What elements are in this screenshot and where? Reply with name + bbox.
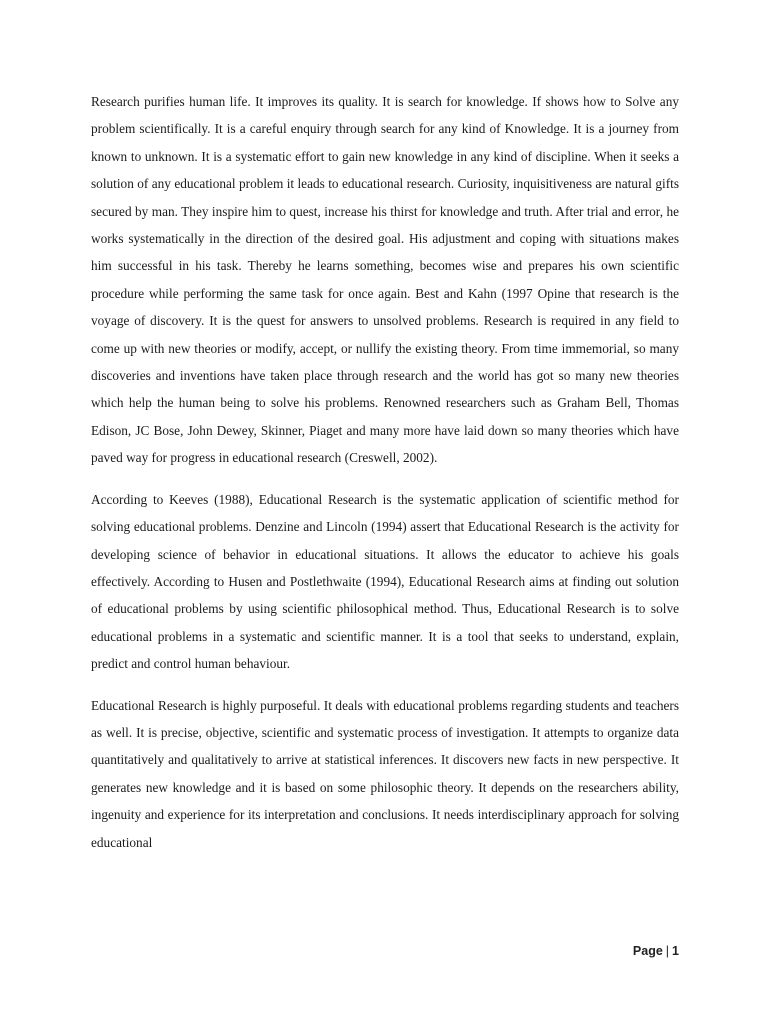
page-number: 1 — [672, 944, 679, 958]
document-body — [91, 88, 679, 856]
page-separator: | — [665, 944, 670, 958]
paragraph-educational-research-definition: According to Keeves (1988), Educational Research is the systematic application of scientific method for solving educational problems. Denzine and Lincoln (1994) assert that Educational Research is the activity for developing science of behavior in educational situations. It allows the educator to achieve his goals effectively. According to Husen and Postlethwaite (1994), Educational Research aims at finding out solution of educational problems by using scientific philosophical method. Thus, Educational Research is to solve educational problems in a systematic and scientific manner. It is a tool that seeks to understand, explain, predict and control human behaviour. — [91, 491, 679, 672]
page-label: Page — [632, 944, 663, 958]
paragraph-research-intro: Research purifies human life. It improves its quality. It is search for knowledge. If shows how to Solve any problem scientifically. It is a careful enquiry through search for any kind of Knowledge. It is a journey from known to unknown. It is a systematic effort to gain new knowledge in any kind of discipline. When it seeks a solution of any educational problem it leads to educational research. Curiosity, inquisitiveness are natural gifts secured by man. They inspire him to quest, increase his thirst for knowledge and truth. After trial and error, he works systematically in the direction of the desired goal. His adjustment and coping with situations makes him successful in his task. Thereby he learns something, becomes wise and prepares his own scientific procedure while performing the same task for once again. Best and Kahn (1997 Opine that research is the voyage of discovery. It is the quest for answers to unsolved problems. Research is required in any field to come up with new theories or modify, accept, or nullify the existing theory. From time immemorial, so many discoveries and inventions have taken place through research and the world has got so many new theories which help the human being to solve his problems. Renowned researchers such as Graham Bell, Thomas Edison, JC Bose, John Dewey, Skinner, Piaget and many more have laid down so many theories which have paved way for progress in educational research (Creswell, 2002). — [91, 94, 679, 466]
paragraph-educational-research-characteristics: Educational Research is highly purposeful. It deals with educational problems regarding students and teachers as well. It is precise, objective, scientific and systematic process of investigation. It attempts to organize data quantitatively and qualitatively to arrive at statistical inferences. It discovers new facts in new perspective. It generates new knowledge and it is based on some philosophic theory. It depends on the researchers ability, ingenuity and experience for its interpretation and conclusions. It needs interdisciplinary approach for solving educational — [91, 697, 679, 850]
page-footer — [633, 944, 679, 958]
